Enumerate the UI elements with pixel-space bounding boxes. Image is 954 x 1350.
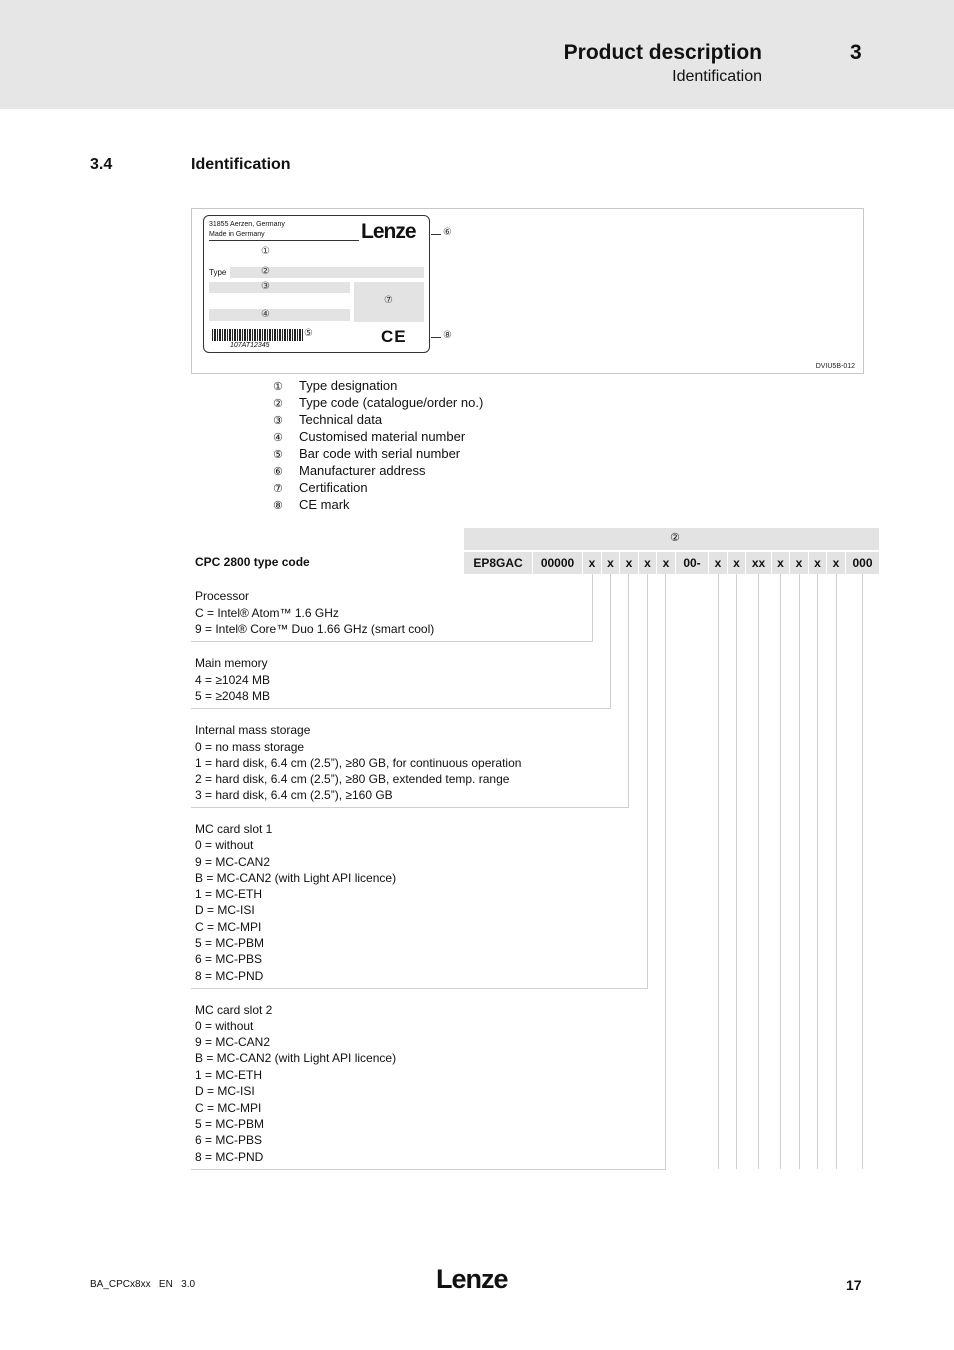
- legend-item: ⑦ Certification: [273, 480, 368, 495]
- typecode-cell: x: [772, 552, 789, 574]
- typecode-cell: x: [602, 552, 619, 574]
- leader-line: [817, 574, 818, 1169]
- leader-line: [718, 574, 719, 1169]
- typecode-cell: x: [827, 552, 845, 574]
- marker-7: ⑦: [384, 295, 393, 306]
- legend-item: ① Type designation: [273, 378, 398, 393]
- leader-line: [758, 574, 759, 1169]
- leader-line: [736, 574, 737, 1169]
- leader-line: [799, 574, 800, 1169]
- typecode-cell: 00000: [533, 552, 582, 574]
- legend-item: ⑧ CE mark: [273, 497, 350, 512]
- typecode-cell: x: [709, 552, 727, 574]
- typecode-cell: x: [728, 552, 745, 574]
- leader-line: [836, 574, 837, 1169]
- address-rule: [209, 240, 359, 241]
- leader-line: [780, 574, 781, 1169]
- legend: [273, 378, 483, 514]
- callout-8: ⑧: [443, 330, 452, 341]
- section-title: Identification: [191, 156, 291, 173]
- legend-item: ② Type code (catalogue/order no.): [273, 395, 484, 410]
- marker-1: ①: [261, 246, 270, 257]
- typecode-block-memory: Main memory 4 = ≥1024 MB 5 = ≥2048 MB: [191, 655, 611, 709]
- typecode-cell: xx: [746, 552, 771, 574]
- type-label: Type: [209, 268, 227, 277]
- typecode-cell: 00-: [676, 552, 708, 574]
- section-number: 3.4: [90, 156, 113, 173]
- typecode-cell: x: [620, 552, 638, 574]
- ce-mark: CE: [381, 327, 407, 346]
- type-field: [230, 267, 424, 278]
- page-number: 17: [846, 1277, 862, 1293]
- plate-logo: Lenze: [361, 220, 416, 243]
- callout-6: ⑥: [443, 227, 452, 238]
- typecode-cell: x: [657, 552, 675, 574]
- typecode-cell: 000: [846, 552, 879, 574]
- callout-line-8: [431, 337, 441, 338]
- typecode-cell: x: [790, 552, 808, 574]
- typecode-cell: x: [583, 552, 601, 574]
- manufacturer-address: 31855 Aerzen, Germany Made in Germany: [209, 221, 285, 238]
- chapter-number: 3: [850, 41, 862, 64]
- legend-item: ③ Technical data: [273, 412, 383, 427]
- typecode-title: CPC 2800 type code: [195, 555, 310, 569]
- marker-5: ⑤: [304, 328, 313, 339]
- header-band: [0, 0, 954, 109]
- figure-id: DVIU5B-012: [815, 363, 855, 370]
- chapter-title: Product description: [563, 41, 762, 64]
- barcode: [212, 329, 304, 341]
- legend-item: ⑤ Bar code with serial number: [273, 446, 461, 461]
- marker-2: ②: [261, 266, 270, 277]
- legend-item: ④ Customised material number: [273, 429, 466, 444]
- material-number-field: [209, 309, 350, 321]
- marker-3: ③: [261, 281, 270, 292]
- footer-logo: Lenze: [436, 1264, 508, 1294]
- typecode-cell: x: [639, 552, 656, 574]
- nameplate: [203, 215, 430, 353]
- serial-number: 107AT12345: [230, 342, 270, 349]
- typecode-cell: x: [809, 552, 826, 574]
- typecode-block-storage: Internal mass storage 0 = no mass storage 1 = hard disk, 6.4 cm (2.5”), ≥80 GB, for continuous operation 2 = hard disk, 6.4 cm (2.5”), ≥80 GB, extended temp. range 3 = hard disk, 6.4 cm (2.5”), ≥160 GB: [191, 722, 629, 808]
- callout-line-6: [431, 234, 441, 235]
- nameplate-figure: [191, 208, 864, 374]
- typecode-block-processor: Processor C = Intel® Atom™ 1.6 GHz 9 = Intel® Core™ Duo 1.66 GHz (smart cool): [191, 588, 593, 642]
- typecode-block-slot2: MC card slot 2 0 = without 9 = MC-CAN2 B = MC-CAN2 (with Light API licence) 1 = MC-ETH D = MC-ISI C = MC-MPI 5 = MC-PBM 6 = MC-PBS 8 = MC-PND: [191, 1002, 666, 1170]
- marker-4: ④: [261, 309, 270, 320]
- typecode-cell: EP8GAC: [464, 552, 532, 574]
- typecode-block-slot1: MC card slot 1 0 = without 9 = MC-CAN2 B = MC-CAN2 (with Light API licence) 1 = MC-ETH D = MC-ISI C = MC-MPI 5 = MC-PBM 6 = MC-PBS 8 = MC-PND: [191, 821, 648, 989]
- footer-document-id: BA_CPCx8xx EN 3.0: [90, 1279, 196, 1290]
- chapter-subtitle: Identification: [672, 68, 762, 85]
- typecode-marker: ②: [670, 531, 680, 544]
- legend-item: ⑥ Manufacturer address: [273, 463, 426, 478]
- tech-data-field: [209, 282, 350, 293]
- leader-line: [862, 574, 863, 1169]
